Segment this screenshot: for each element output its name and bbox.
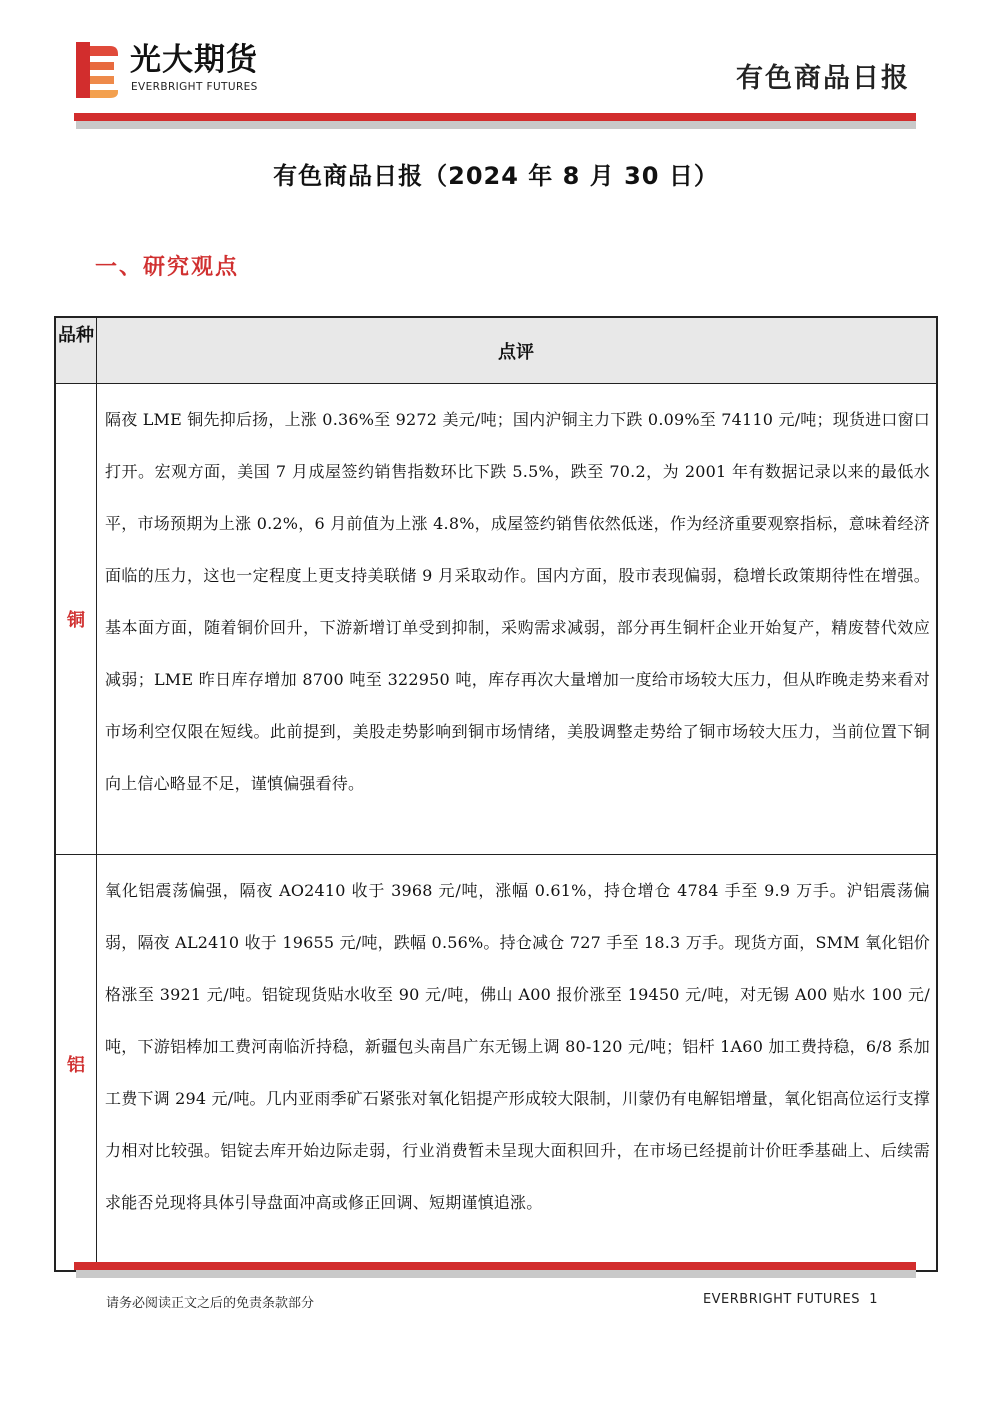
table-row-copper <box>56 384 936 855</box>
table-row-aluminum <box>56 855 936 1272</box>
header-comment: 点评 <box>498 342 534 363</box>
header-report-title: 有色商品日报 <box>736 63 910 94</box>
comment-copper: 隔夜 LME 铜先抑后扬，上涨 0.36%至 9272 美元/吨；国内沪铜主力下跌 0.09%至 74110 元/吨；现货进口窗口打开。宏观方面，美国 7 月成屋签约销售指数环比下跌 5.5%，跌至 70.2，为 2001 年有数据记录以来的最低水平，市场预期为上涨 0.2%，6 月前值为上涨 4.8%，成屋签约销售依然低迷，作为经济重要观察指标，意味着经济面临的压力，这也一定程度上更支持美联储 9 月采取动作。国内方面，股市表现偏弱，稳增长政策期待性在增强。基本面方面，随着铜价回升，下游新增订单受到抑制，采购需求减弱，部分再生铜杆企业开始复产，精废替代效应减弱；LME 昨日库存增加 8700 吨至 322950 吨，库存再次大量增加一度给市场较大压力，但从昨晚走势来看对市场利空仅限在短线。此前提到，美股走势影响到铜市场情绪，美股调整走势给了铜市场较大压力，当前位置下铜向上信心略显不足，谨慎偏强看待。 <box>105 410 930 793</box>
page-number: 1 <box>869 1292 878 1307</box>
footer-divider-shadow <box>76 1270 916 1278</box>
footer-divider <box>74 1262 916 1270</box>
commentary-table <box>54 316 938 1272</box>
footer-company-page <box>703 1292 878 1307</box>
column-divider <box>96 318 97 1270</box>
header-variety: 品种 <box>58 325 94 346</box>
variety-copper: 铜 <box>67 610 85 631</box>
header-divider-shadow <box>76 121 916 129</box>
document-title: 有色商品日报（2024 年 8 月 30 日） <box>273 162 719 190</box>
table-header-row <box>56 318 936 384</box>
footer-disclaimer: 请务必阅读正文之后的免责条款部分 <box>106 1296 315 1311</box>
logo-english-name: EVERBRIGHT FUTURES <box>131 81 258 93</box>
comment-aluminum: 氧化铝震荡偏强，隔夜 AO2410 收于 3968 元/吨，涨幅 0.61%，持仓增仓 4784 手至 9.9 万手。沪铝震荡偏弱，隔夜 AL2410 收于 19655 元/吨，跌幅 0.56%。持仓减仓 727 手至 18.3 万手。现货方面，SMM 氧化铝价格涨至 3921 元/吨。铝锭现货贴水收至 90 元/吨，佛山 A00 报价涨至 19450 元/吨，对无锡 A00 贴水 100 元/吨，下游铝棒加工费河南临沂持稳，新疆包头南昌广东无锡上调 80-120 元/吨；铝杆 1A60 加工费持稳，6/8 系加工费下调 294 元/吨。几内亚雨季矿石紧张对氧化铝提产形成较大限制，川蒙仍有电解铝增量，氧化铝高位运行支撑力相对比较强。铝锭去库开始边际走弱，行业消费暂未呈现大面积回升，在市场已经提前计价旺季基础上、后续需求能否兑现将具体引导盘面冲高或修正回调、短期谨慎追涨。 <box>105 881 930 1212</box>
variety-aluminum: 铝 <box>67 1055 85 1076</box>
section-heading: 一、研究观点 <box>95 255 240 280</box>
header-divider <box>74 113 916 121</box>
everbright-logo-icon <box>76 42 120 98</box>
logo-chinese-name: 光大期货 <box>130 42 258 78</box>
company-logo <box>76 42 286 100</box>
footer-company: EVERBRIGHT FUTURES <box>702 1292 860 1307</box>
